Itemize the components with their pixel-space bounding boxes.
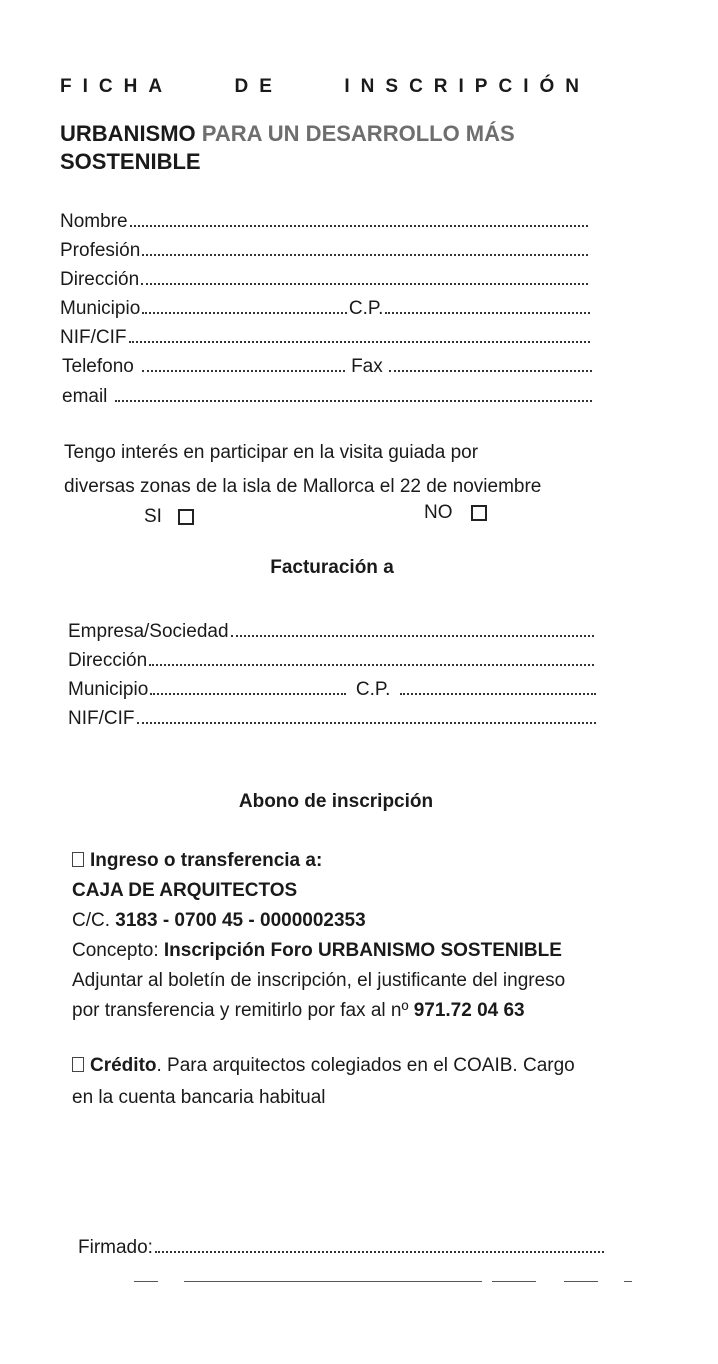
title-subtitle: PARA UN DESARROLLO MÁS [201, 121, 515, 146]
cut-line-segment [624, 1281, 632, 1282]
visit-option-no[interactable] [424, 502, 487, 524]
form-title [60, 120, 620, 176]
field-label-cp: C.P. [348, 298, 384, 319]
checkbox-no[interactable] [471, 505, 487, 521]
field-profesion[interactable] [60, 239, 590, 263]
field-label: Empresa/Sociedad [68, 621, 229, 642]
title-sostenible: SOSTENIBLE [60, 149, 201, 174]
field-label: Municipio [60, 298, 141, 319]
field-label: Municipio [68, 679, 149, 700]
attach-line-1: Adjuntar al boletín de inscripción, el justificante del ingreso [72, 970, 566, 991]
fill-line[interactable] [150, 688, 346, 695]
checkbox-si[interactable] [178, 509, 194, 525]
field-label: NIF/CIF [68, 708, 135, 729]
attach-line-2-text: por transferencia y remitirlo por fax al nº [72, 1000, 409, 1021]
fill-line[interactable] [130, 220, 588, 227]
cut-line-segment [492, 1281, 536, 1282]
header-word-inscripcion: INSCRIPCIÓN [344, 76, 590, 97]
account-number: 3183 - 0700 45 - 0000002353 [115, 910, 366, 931]
payment-credit-block [72, 1050, 692, 1114]
visit-text [64, 436, 664, 504]
payment-heading: Abono de inscripción [238, 791, 434, 812]
fill-line[interactable] [129, 336, 591, 343]
cut-line-segment [134, 1281, 158, 1282]
field-billing-municipio-cp[interactable] [68, 678, 598, 702]
field-label: email [62, 386, 108, 407]
visit-line-2: diversas zonas de la isla de Mallorca el 22 de noviembre [64, 476, 542, 497]
transfer-label: Ingreso o transferencia a: [90, 850, 323, 871]
credit-label: Crédito [90, 1055, 157, 1076]
fill-line[interactable] [149, 659, 594, 666]
option-label-no: NO [424, 502, 453, 523]
credit-text: . Para arquitectos colegiados en el COAIB. Cargo [156, 1055, 575, 1076]
account-line [72, 906, 692, 936]
field-empresa[interactable] [68, 620, 596, 644]
checkbox-transfer[interactable] [72, 852, 84, 867]
field-label: Firmado: [78, 1237, 153, 1258]
field-nif[interactable] [60, 326, 592, 350]
concept-value: Inscripción Foro URBANISMO SOSTENIBLE [163, 940, 562, 961]
fill-line[interactable] [385, 307, 590, 314]
bank-name: CAJA DE ARQUITECTOS [72, 880, 298, 901]
visit-line-1: Tengo interés en participar en la visita guiada por [64, 442, 479, 463]
fill-line[interactable] [155, 1246, 604, 1253]
field-label: Dirección [60, 269, 140, 290]
fill-line[interactable] [142, 249, 588, 256]
concept-prefix: Concepto: [72, 940, 159, 961]
checkbox-credit[interactable] [72, 1057, 84, 1072]
field-billing-nif[interactable] [68, 707, 598, 731]
title-urbanismo: URBANISMO [60, 121, 196, 146]
form-header [60, 76, 590, 98]
field-label: NIF/CIF [60, 327, 127, 348]
field-billing-direccion[interactable] [68, 649, 596, 673]
field-label-fax: Fax [351, 356, 383, 377]
fill-line[interactable] [400, 688, 596, 695]
credit-line-2: en la cuenta bancaria habitual [72, 1087, 326, 1108]
field-municipio-cp[interactable] [60, 297, 592, 321]
fill-line[interactable] [389, 365, 592, 372]
transfer-option[interactable] [72, 846, 692, 876]
fill-line[interactable] [142, 365, 345, 372]
field-nombre[interactable] [60, 210, 590, 234]
fill-line[interactable] [141, 278, 588, 285]
account-prefix: C/C. [72, 910, 110, 931]
field-telefono-fax[interactable] [62, 355, 594, 379]
fax-number: 971.72 04 63 [413, 1000, 525, 1021]
billing-heading: Facturación a [270, 557, 394, 578]
field-label: Dirección [68, 650, 148, 671]
cut-line-segment [564, 1281, 598, 1282]
option-label-si: SI [144, 506, 162, 527]
header-word-de: DE [234, 76, 283, 97]
visit-option-si[interactable] [144, 506, 194, 528]
field-label: Profesión [60, 240, 141, 261]
field-label-cp: C.P. [355, 679, 391, 700]
fill-line[interactable] [137, 717, 597, 724]
concept-line [72, 936, 692, 966]
attach-line-2 [72, 996, 692, 1026]
field-label: Nombre [60, 211, 128, 232]
cut-line-segment [184, 1281, 482, 1282]
fill-line[interactable] [115, 395, 592, 402]
fill-line[interactable] [231, 630, 594, 637]
field-direccion[interactable] [60, 268, 590, 292]
payment-transfer-block [72, 846, 692, 1026]
header-word-ficha: FICHA [60, 76, 174, 97]
field-label: Telefono [62, 356, 134, 377]
credit-option[interactable] [72, 1050, 692, 1082]
field-firmado[interactable] [78, 1236, 606, 1260]
field-email[interactable] [62, 385, 594, 409]
fill-line[interactable] [142, 307, 347, 314]
